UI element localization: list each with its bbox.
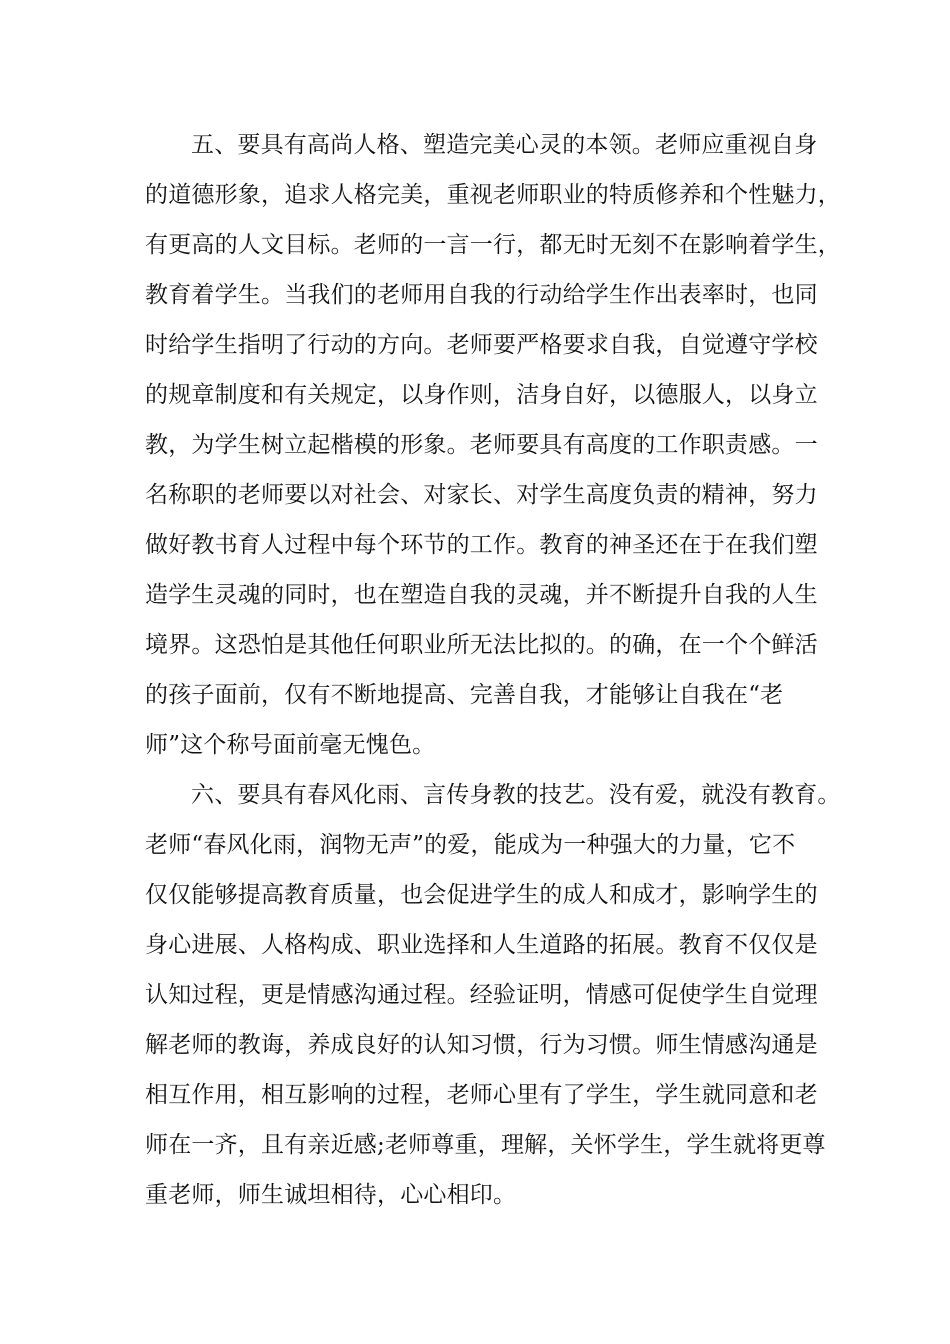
paragraph-1-line-4: 教育着学生。当我们的老师用自我的行动给学生作出表率时，也同 — [145, 282, 818, 308]
paragraph-1-line-12: 的孩子面前，仅有不断地提高、完善自我，才能够让自我在“老 — [145, 682, 784, 708]
paragraph-1-line-9: 做好教书育人过程中每个环节的工作。教育的神圣还在于在我们塑 — [145, 532, 818, 558]
paragraph-2-line-1: 六、要具有春风化雨、言传身教的技艺。没有爱，就没有教育。 — [191, 782, 841, 808]
paragraph-2-line-2: 老师“春风化雨，润物无声”的爱，能成为一种强大的力量，它不 — [145, 832, 796, 858]
paragraph-2-line-5: 认知过程，更是情感沟通过程。经验证明，情感可促使学生自觉理 — [145, 982, 818, 1008]
paragraph-1-line-8: 名称职的老师要以对社会、对家长、对学生高度负责的精神，努力 — [145, 482, 818, 508]
paragraph-2-line-9: 重老师，师生诚坦相待，心心相印。 — [145, 1182, 517, 1208]
paragraph-1-line-3: 有更高的人文目标。老师的一言一行，都无时无刻不在影响着学生， — [145, 232, 841, 258]
paragraph-1-line-7: 教，为学生树立起楷模的形象。老师要具有高度的工作职责感。一 — [145, 432, 818, 458]
paragraph-1-line-2: 的道德形象，追求人格完美，重视老师职业的特质修养和个性魅力， — [145, 182, 841, 208]
paragraph-1-line-10: 造学生灵魂的同时，也在塑造自我的灵魂，并不断提升自我的人生 — [145, 582, 818, 608]
paragraph-1-line-5: 时给学生指明了行动的方向。老师要严格要求自我，自觉遵守学校 — [145, 332, 818, 358]
paragraph-2-line-7: 相互作用，相互影响的过程，老师心里有了学生，学生就同意和老 — [145, 1082, 818, 1108]
paragraph-1-line-1: 五、要具有高尚人格、塑造完美心灵的本领。老师应重视自身 — [191, 132, 818, 158]
paragraph-2-line-6: 解老师的教诲，养成良好的认知习惯，行为习惯。师生情感沟通是 — [145, 1032, 818, 1058]
paragraph-1-line-11: 境界。这恐怕是其他任何职业所无法比拟的。的确，在一个个鲜活 — [145, 632, 818, 658]
paragraph-2-line-8: 师在一齐，且有亲近感;老师尊重，理解，关怀学生，学生就将更尊 — [145, 1132, 826, 1158]
paragraph-2-line-4: 身心进展、人格构成、职业选择和人生道路的拓展。教育不仅仅是 — [145, 932, 818, 958]
paragraph-2-line-3: 仅仅能够提高教育质量，也会促进学生的成人和成才，影响学生的 — [145, 882, 818, 908]
paragraph-1-line-13: 师”这个称号面前毫无愧色。 — [145, 732, 436, 758]
paragraph-1-line-6: 的规章制度和有关规定，以身作则，洁身自好，以德服人，以身立 — [145, 382, 818, 408]
